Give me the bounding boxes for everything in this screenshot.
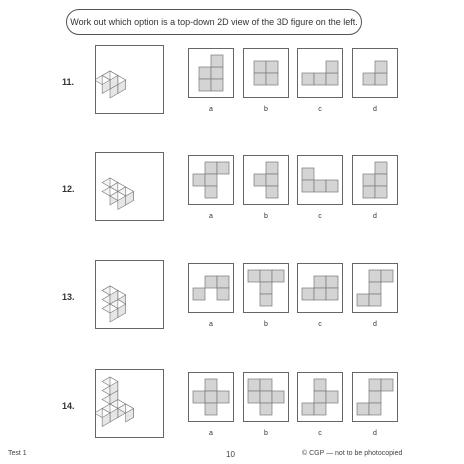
option-a-box[interactable] (188, 263, 234, 313)
grid-square (302, 288, 314, 300)
grid-square (205, 162, 217, 174)
grid-square (272, 391, 284, 403)
option-c-box[interactable] (297, 263, 343, 313)
grid-square (375, 162, 387, 174)
top-down-view (189, 49, 233, 97)
top-down-view (189, 373, 233, 421)
3d-figure (96, 261, 163, 328)
grid-square (217, 162, 229, 174)
grid-square (357, 403, 369, 415)
option-b-box[interactable] (243, 155, 289, 205)
grid-square (248, 270, 260, 282)
3d-figure (96, 370, 163, 437)
grid-square (326, 288, 338, 300)
grid-square (314, 276, 326, 288)
grid-square (260, 282, 272, 294)
top-down-view (298, 49, 342, 97)
option-d-box[interactable] (352, 263, 398, 313)
grid-square (363, 186, 375, 198)
grid-square (266, 73, 278, 85)
grid-square (314, 180, 326, 192)
grid-square (211, 79, 223, 91)
option-b-label: b (264, 321, 268, 328)
option-d-label: d (373, 430, 377, 437)
option-d-label: d (373, 213, 377, 220)
grid-square (302, 73, 314, 85)
option-c-label: c (318, 106, 322, 113)
option-d-box[interactable] (352, 155, 398, 205)
top-down-view (353, 49, 397, 97)
grid-square (381, 379, 393, 391)
grid-square (314, 403, 326, 415)
top-down-view (298, 156, 342, 204)
option-c-box[interactable] (297, 48, 343, 98)
top-down-view (189, 156, 233, 204)
3d-figure-box (95, 152, 164, 221)
option-b-label: b (264, 106, 268, 113)
grid-square (326, 180, 338, 192)
grid-square (205, 379, 217, 391)
top-down-view (353, 264, 397, 312)
grid-square (254, 73, 266, 85)
grid-square (326, 61, 338, 73)
grid-square (266, 174, 278, 186)
grid-square (217, 276, 229, 288)
option-a-box[interactable] (188, 48, 234, 98)
option-c-label: c (318, 213, 322, 220)
3d-figure-box (95, 260, 164, 329)
option-d-label: d (373, 321, 377, 328)
grid-square (375, 73, 387, 85)
grid-square (314, 288, 326, 300)
3d-figure-box (95, 369, 164, 438)
grid-square (193, 174, 205, 186)
grid-square (369, 379, 381, 391)
grid-square (205, 174, 217, 186)
grid-square (314, 391, 326, 403)
grid-square (357, 294, 369, 306)
grid-square (381, 270, 393, 282)
option-a-label: a (209, 213, 213, 220)
grid-square (363, 73, 375, 85)
3d-figure (96, 153, 163, 220)
grid-square (266, 162, 278, 174)
option-b-label: b (264, 213, 268, 220)
option-a-label: a (209, 321, 213, 328)
grid-square (375, 174, 387, 186)
grid-square (314, 73, 326, 85)
option-a-label: a (209, 106, 213, 113)
grid-square (369, 282, 381, 294)
grid-square (369, 270, 381, 282)
grid-square (199, 79, 211, 91)
grid-square (369, 403, 381, 415)
grid-square (248, 391, 260, 403)
top-down-view (189, 264, 233, 312)
grid-square (217, 288, 229, 300)
grid-square (205, 391, 217, 403)
top-down-view (353, 373, 397, 421)
option-a-box[interactable] (188, 372, 234, 422)
top-down-view (298, 264, 342, 312)
option-b-label: b (264, 430, 268, 437)
grid-square (205, 186, 217, 198)
question-number: 13. (62, 292, 75, 302)
option-b-box[interactable] (243, 263, 289, 313)
top-down-view (298, 373, 342, 421)
option-b-box[interactable] (243, 48, 289, 98)
option-c-label: c (318, 321, 322, 328)
grid-square (254, 61, 266, 73)
grid-square (363, 174, 375, 186)
top-down-view (244, 373, 288, 421)
grid-square (375, 61, 387, 73)
question-number: 11. (62, 77, 75, 87)
grid-square (260, 391, 272, 403)
grid-square (211, 55, 223, 67)
grid-square (369, 391, 381, 403)
grid-square (266, 61, 278, 73)
grid-square (193, 391, 205, 403)
option-d-box[interactable] (352, 48, 398, 98)
option-b-box[interactable] (243, 372, 289, 422)
3d-figure (96, 46, 163, 113)
grid-square (260, 270, 272, 282)
grid-square (326, 391, 338, 403)
grid-square (254, 174, 266, 186)
grid-square (260, 403, 272, 415)
option-a-label: a (209, 430, 213, 437)
grid-square (211, 67, 223, 79)
grid-square (314, 379, 326, 391)
footer-test-label: Test 1 (8, 450, 27, 457)
grid-square (272, 270, 284, 282)
grid-square (199, 67, 211, 79)
top-down-view (244, 264, 288, 312)
grid-square (302, 168, 314, 180)
grid-square (266, 186, 278, 198)
option-a-box[interactable] (188, 155, 234, 205)
grid-square (193, 288, 205, 300)
grid-square (205, 276, 217, 288)
grid-square (302, 403, 314, 415)
grid-square (369, 294, 381, 306)
grid-square (217, 391, 229, 403)
instruction-banner: Work out which option is a top-down 2D view of the 3D figure on the left. (66, 9, 362, 35)
grid-square (260, 294, 272, 306)
grid-square (248, 379, 260, 391)
top-down-view (353, 156, 397, 204)
grid-square (260, 379, 272, 391)
option-c-box[interactable] (297, 155, 343, 205)
footer-copyright: © CGP — not to be photocopied (302, 450, 403, 457)
3d-figure-box (95, 45, 164, 114)
footer-page-number: 10 (226, 450, 235, 459)
top-down-view (244, 156, 288, 204)
option-d-label: d (373, 106, 377, 113)
grid-square (302, 180, 314, 192)
option-d-box[interactable] (352, 372, 398, 422)
grid-square (326, 73, 338, 85)
grid-square (205, 403, 217, 415)
option-c-box[interactable] (297, 372, 343, 422)
top-down-view (244, 49, 288, 97)
grid-square (326, 276, 338, 288)
grid-square (375, 186, 387, 198)
question-number: 12. (62, 184, 75, 194)
option-c-label: c (318, 430, 322, 437)
question-number: 14. (62, 401, 75, 411)
